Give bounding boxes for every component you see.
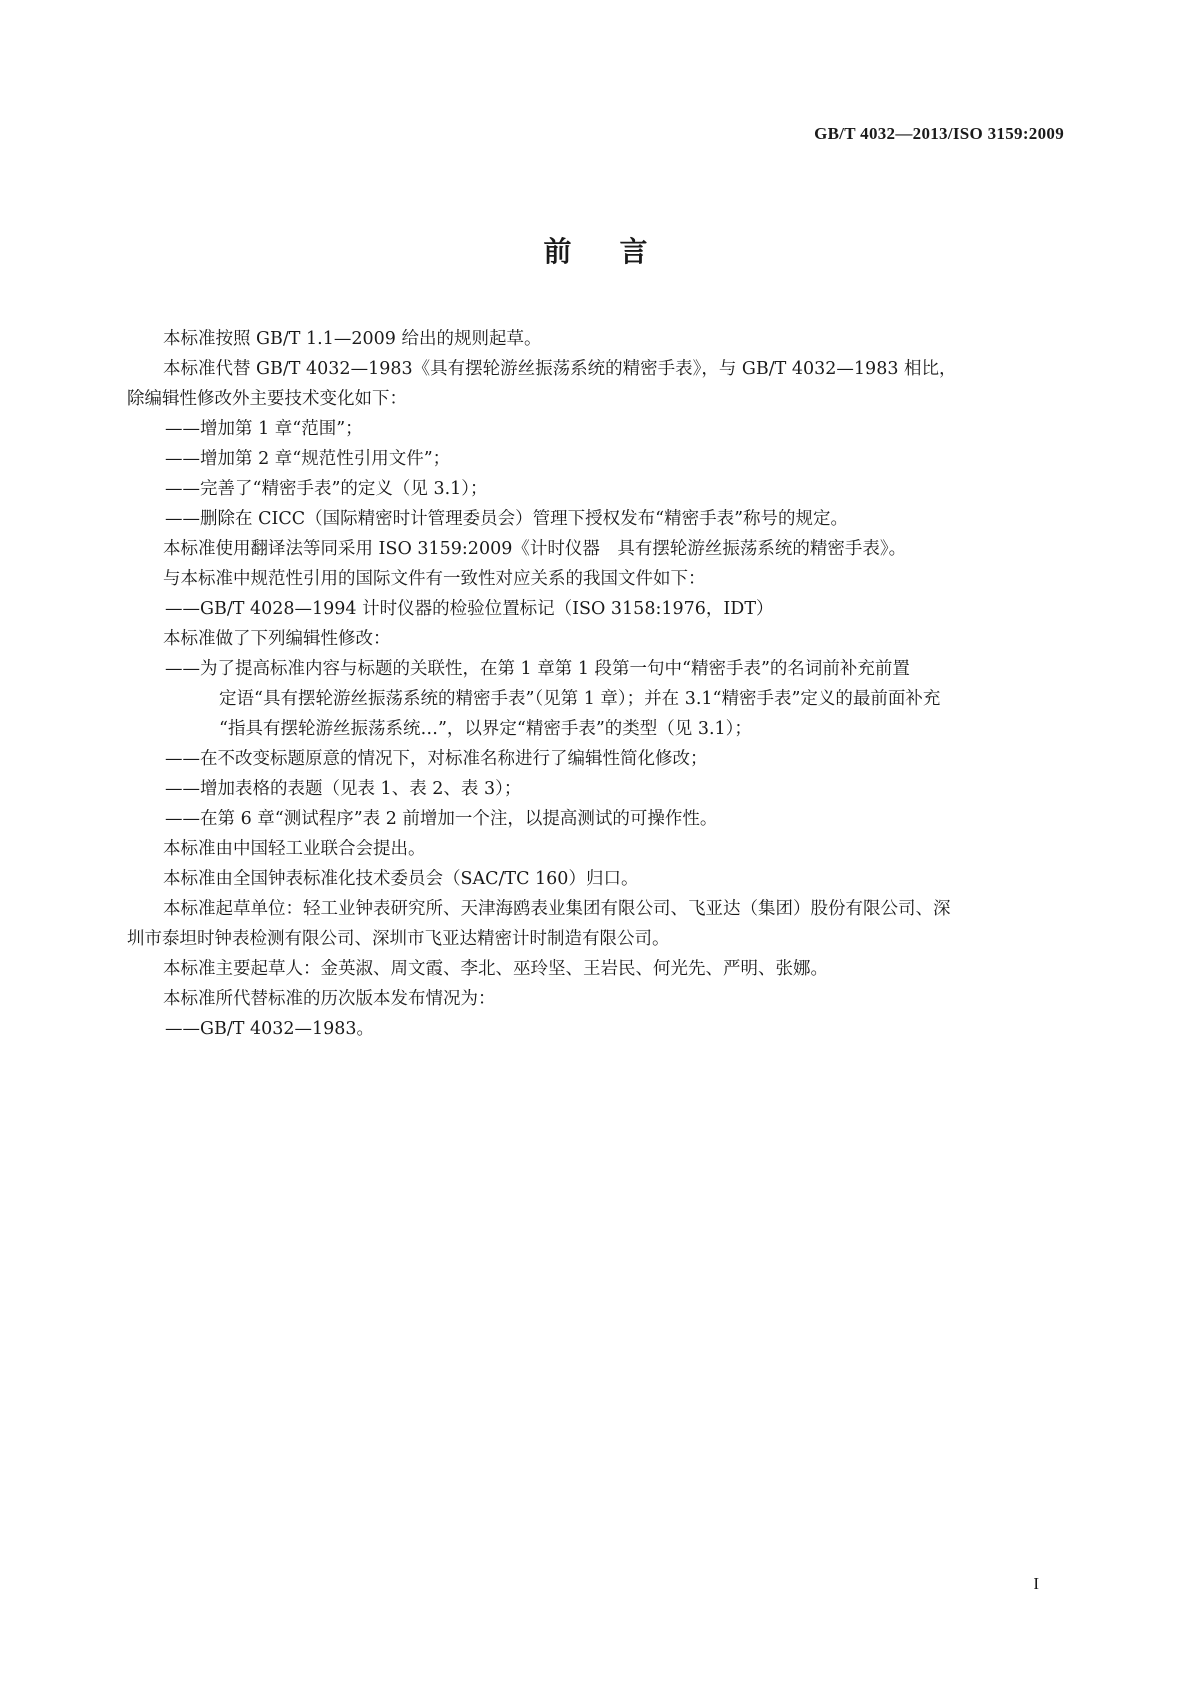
standard-code-header: GB/T 4032—2013/ISO 3159:2009 [814, 124, 1064, 143]
paragraph: 本标准做了下列编辑性修改： [163, 629, 391, 649]
list-item: ——删除在 CICC（国际精密时计管理委员会）管理下授权发布“精密手表”称号的规定。 [165, 509, 849, 529]
list-item: ——GB/T 4028—1994 计时仪器的检验位置标记（ISO 3158:1976，IDT） [165, 599, 774, 619]
list-item: ——增加第 2 章“规范性引用文件”； [165, 449, 451, 469]
paragraph: 圳市泰坦时钟表检测有限公司、深圳市飞亚达精密计时制造有限公司。 [127, 929, 670, 949]
list-item-continuation: 定语“具有摆轮游丝振荡系统的精密手表”（见第 1 章）；并在 3.1“精密手表”定义的最前面补充 [219, 689, 941, 709]
paragraph: 本标准由中国轻工业联合会提出。 [163, 839, 426, 859]
list-item: ——增加表格的表题（见表 1、表 2、表 3）； [165, 779, 522, 799]
list-item: ——在不改变标题原意的情况下，对标准名称进行了编辑性简化修改； [165, 749, 708, 769]
page-number: I [1033, 1574, 1039, 1593]
list-item: ——增加第 1 章“范围”； [165, 419, 363, 439]
paragraph: 本标准所代替标准的历次版本发布情况为： [163, 989, 496, 1009]
paragraph: 除编辑性修改外主要技术变化如下： [127, 389, 407, 409]
paragraph: 本标准起草单位：轻工业钟表研究所、天津海鸥表业集团有限公司、飞亚达（集团）股份有限公司、深 [163, 899, 951, 919]
paragraph: 与本标准中规范性引用的国际文件有一致性对应关系的我国文件如下： [163, 569, 706, 589]
paragraph: 本标准主要起草人：金英淑、周文霞、李北、巫玲坚、王岩民、何光先、严明、张娜。 [163, 959, 828, 979]
paragraph: 本标准由全国钟表标准化技术委员会（SAC/TC 160）归口。 [163, 869, 639, 889]
paragraph: 本标准使用翻译法等同采用 ISO 3159:2009《计时仪器 具有摆轮游丝振荡系统的精密手表》。 [163, 539, 907, 559]
list-item: ——在第 6 章“测试程序”表 2 前增加一个注，以提高测试的可操作性。 [165, 809, 718, 829]
paragraph: 本标准代替 GB/T 4032—1983《具有摆轮游丝振荡系统的精密手表》，与 GB/T 4032—1983 相比， [163, 359, 957, 379]
list-item: ——完善了“精密手表”的定义（见 3.1）； [165, 479, 488, 499]
list-item: ——为了提高标准内容与标题的关联性，在第 1 章第 1 段第一句中“精密手表”的名词前补充前置 [165, 659, 910, 679]
page-title: 前言 [543, 235, 696, 268]
list-item-continuation: “指具有摆轮游丝振荡系统…”，以界定“精密手表”的类型（见 3.1）； [219, 719, 752, 739]
list-item: ——GB/T 4032—1983。 [165, 1019, 375, 1039]
foreword-body [127, 324, 1064, 1044]
paragraph: 本标准按照 GB/T 1.1—2009 给出的规则起草。 [163, 329, 542, 349]
